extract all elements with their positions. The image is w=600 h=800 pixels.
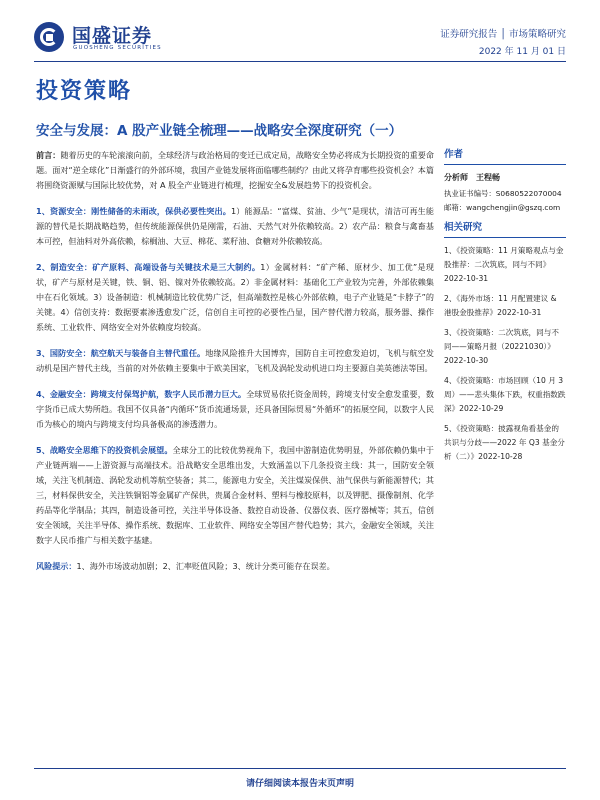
- logo-chinese-name: 国盛证券: [72, 25, 153, 47]
- analyst-license: 执业证书编号：S0680522070004: [444, 189, 562, 198]
- related-item[interactable]: 3、《投资策略：二次筑底，同与不同——策略月报（20221030）》2022-10-30: [444, 328, 559, 365]
- section-3-label: 3、国防安全：航空航天与装备自主替代重任。: [36, 348, 206, 358]
- author-heading: 作者: [444, 148, 566, 165]
- page-title: 投资策略: [36, 79, 133, 104]
- section-3-paragraph: [36, 346, 434, 376]
- sidebar: [444, 148, 566, 470]
- section-1-label: 1、资源安全：刚性储备的未雨改，保供必要性突出。: [36, 206, 231, 216]
- footer-divider: [34, 768, 566, 769]
- intro-paragraph: [36, 148, 434, 193]
- header-divider: [34, 61, 566, 62]
- related-item[interactable]: 5、《投资策略：披露视角看基金的共识与分歧——2022 年 Q3 基金分析（二）》2022-10-28: [444, 424, 565, 461]
- section-4-text: 全球贸易依托资金周转，跨境支付安全愈发重要，数字货币已成大势所趋。我国不仅具备“内循环”货币流通场景，还具备国际贸易“外循环”的拓展空间，以数字人民币为核心的境内与跨境支付均具备极高的渗透潜力。: [36, 389, 434, 429]
- related-item[interactable]: 2、《海外市场：11 月配置建议 & 港股金股推荐》2022-10-31: [444, 294, 557, 317]
- section-5-paragraph: [36, 443, 434, 548]
- section-5-label: 5、战略安全思维下的投资机会展望。: [36, 445, 173, 455]
- section-1-text: 1）能源品：“富煤、贫油、少气”是现状，清洁可再生能源的替代是长期战略趋势，但传统能源保供仍是刚需，石油、天然气对外依赖较高。2）农产品：粮食与禽畜基本可控，但油料对外高依赖，棕榈油、大豆、棉花、菜籽油、食糖对外依赖较高。: [36, 206, 434, 246]
- section-4-label: 4、金融安全：跨境支付保驾护航，数字人民币潜力巨大。: [36, 389, 247, 399]
- risk-label: 风险提示：: [36, 561, 77, 571]
- logo-emblem-icon: [34, 22, 64, 52]
- section-5-text: 全球分工的比较优势视角下，我国中游制造优势明显，外部依赖仍集中于产业链两端——上游资源与高端技术。沿战略安全思维出发，大致涵盖以下几条投资主线：其一，国防安全领域，关注飞机制造、涡轮发动机等航空装备；其二，能源电力安全，关注煤炭保供、油气保供与新能源替代；其三，材料保供安全，关注铁铜铝等金属矿产保供，贵属合金材料、塑料与橡胶原料，以及钾肥、摄像制剂、化学药品等化学制品；其四，制造设备可控，关注半导体设备、数控自动设备、仪器仪表、医疗器械等；其五，信创安全领域，关注半导体、操作系统、数据库、工业软件、网络安全等国产替代趋势；其六，金融安全领域，关注数字人民币推广与相关数字基建。: [36, 445, 434, 545]
- report-type: 证券研究报告 │ 市场策略研究: [440, 29, 566, 40]
- brand-logo: [34, 20, 194, 56]
- related-item[interactable]: 1、《投资策略：11 月策略观点与金股推荐：二次筑底，同与不同》2022-10-31: [444, 246, 564, 283]
- logo-english-name: GUOSHENG SECURITIES: [73, 45, 162, 51]
- section-4-paragraph: [36, 387, 434, 432]
- analyst-email[interactable]: 邮箱：wangchengjin@gszq.com: [444, 203, 561, 212]
- intro-text: 随着历史的车轮滚滚向前，全球经济与政治格局的变迁已成定局，战略安全势必将成为长期投资的重要命题。面对“逆全球化”日渐盛行的外部环境，我国产业链发展将面临哪些制约？由此又将孕育哪些投资机会？本篇将围绕资源赋与国际比较优势，对 A 股全产业链进行梳理，挖掘安全&发展趋势下的投资机会。: [36, 150, 434, 190]
- report-date: 2022 年 11 月 01 日: [478, 47, 566, 57]
- risk-paragraph: [36, 559, 434, 574]
- section-2-text: 1）金属材料：“矿产稀、原材少、加工优”是现状，矿产与原材是关键，铁、铜、铝、镍对外依赖较高。2）非金属材料：基础化工产业较为完善，外部依赖集中在石化领域。3）设备制造：机械制造比较优势广泛，但高端数控是核心外部依赖，电子产业链是“卡脖子”的关键。4）信创支持：数据要素渗透愈发广泛，信创自主可控的必要性凸显，国产替代潜力较高，服务器、操作系统、工业软件、网络安全对外依赖度均较高。: [36, 262, 434, 332]
- footer-disclaimer: 请仔细阅读本报告末页声明: [245, 779, 354, 789]
- analyst-name: 分析师 王程畅: [444, 173, 500, 182]
- section-3-text: 地缘风险推升大国博弈，国防自主可控愈发迫切，飞机与航空发动机是国产替代主线，当前的对外依赖主要集中于欧美国家，飞机及涡轮发动机进口均主要源自美英德法等国。: [36, 348, 434, 373]
- section-1-paragraph: [36, 204, 434, 249]
- related-heading: 相关研究: [444, 221, 566, 238]
- main-body: [36, 148, 434, 585]
- section-2-paragraph: [36, 260, 434, 335]
- intro-label: 前言：: [36, 150, 61, 160]
- report-subtitle: 安全与发展：A 股产业链全梳理——战略安全深度研究（一）: [36, 123, 403, 139]
- risk-text: 1、海外市场波动加剧；2、汇率贬值风险；3、统计分类可能存在误差。: [76, 561, 335, 571]
- section-2-label: 2、制造安全：矿产原料、高端设备与关键技术是三大制约。: [36, 262, 261, 272]
- related-item[interactable]: 4、《投资策略：市场回顾（10 月 3 周）——悲头集体下跌，权重指数跌深》2022-10-29: [444, 376, 566, 413]
